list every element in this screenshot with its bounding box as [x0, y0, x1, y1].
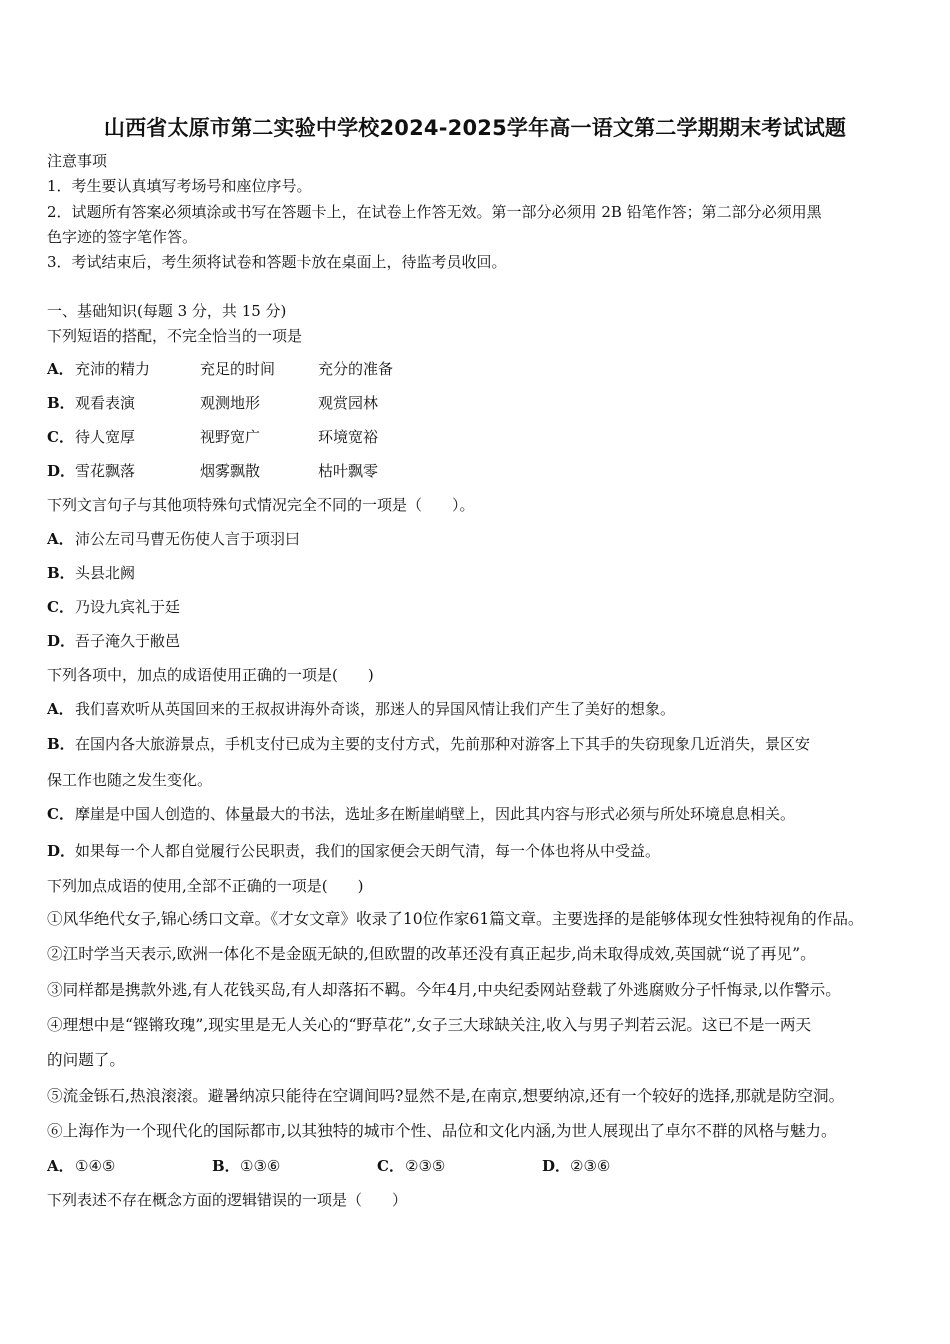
option-row: [47, 393, 75, 413]
option-text: 我们喜欢听从英国回来的王叔叔讲海外奇谈，那迷人的异国风情让我们产生了美好的想象。: [75, 700, 676, 718]
option-label: B．: [47, 735, 75, 753]
option-text: 沛公左司马曹无伤使人言于项羽曰: [75, 530, 301, 548]
option-row: [212, 1156, 280, 1176]
passage-line: ④理想中是“铿锵玫瑰”,现实里是无人关心的“野草花”,女子三大球缺关注,收入与男子判若云泥。这已不是一两天: [47, 1016, 812, 1034]
option-label: B．: [47, 394, 75, 412]
option-text: 充沛的精力: [75, 360, 151, 378]
option-text: 视野宽广: [200, 428, 261, 446]
option-row: [47, 597, 180, 617]
option-row: [47, 427, 75, 447]
option-text: ②③⑥: [570, 1157, 611, 1175]
option-text: 环境宽裕: [318, 428, 379, 446]
option-text: 观测地形: [200, 394, 261, 412]
option-label: A．: [47, 530, 74, 548]
option-label: C．: [47, 805, 74, 823]
option-text: 吾子淹久于敝邑: [75, 632, 181, 650]
option-row: [377, 1156, 445, 1176]
question-stem: 下列加点成语的使用,全部不正确的一项是( ): [47, 877, 364, 895]
option-label: D．: [47, 842, 76, 860]
option-text: 摩崖是中国人创造的、体量最大的书法，选址多在断崖峭壁上，因此其内容与形式必须与所处环境息息相关。: [75, 805, 796, 823]
option-label: C．: [377, 1157, 404, 1175]
option-label: B．: [47, 564, 75, 582]
option-text: ②③⑤: [405, 1157, 446, 1175]
option-label: D．: [47, 462, 76, 480]
option-row: [47, 631, 180, 651]
option-text: 雪花飘落: [75, 462, 136, 480]
passage-line: ③同样都是携款外逃,有人花钱买岛,有人却落拓不羁。今年4月,中央纪委网站登载了外逃腐败分子忏悔录,以作警示。: [47, 981, 841, 999]
option-text: 待人宽厚: [75, 428, 136, 446]
option-text: ①③⑥: [240, 1157, 281, 1175]
option-text: 如果每一个人都自觉履行公民职责，我们的国家便会天朗气清，每一个体也将从中受益。: [75, 842, 661, 860]
option-text: 观赏园林: [318, 394, 379, 412]
notice-item: 1．考生要认真填写考场号和座位序号。: [47, 177, 312, 195]
option-text: 烟雾飘散: [200, 462, 261, 480]
question-stem: 下列短语的搭配，不完全恰当的一项是: [47, 327, 303, 345]
option-continuation: 保工作也随之发生变化。: [47, 771, 213, 789]
option-text: ①④⑤: [75, 1157, 116, 1175]
question-stem: 下列表述不存在概念方面的逻辑错误的一项是（ ）: [47, 1191, 408, 1209]
page-title: 山西省太原市第二实验中学校2024-2025学年高一语文第二学期期末考试试题: [103, 116, 847, 140]
option-row: [47, 359, 75, 379]
option-row: [47, 699, 675, 719]
notice-heading: 注意事项: [47, 152, 108, 170]
passage-line: ②江时学当天表示,欧洲一体化不是金瓯无缺的,但欧盟的改革还没有真正起步,尚未取得成效,英国就“说了再见”。: [47, 945, 816, 963]
option-text: 乃设九宾礼于廷: [75, 598, 181, 616]
option-label: D．: [542, 1157, 571, 1175]
question-stem: 下列各项中，加点的成语使用正确的一项是( ): [47, 666, 374, 684]
option-text: 在国内各大旅游景点，手机支付已成为主要的支付方式，先前那种对游客上下其手的失窃现象几近消失，景区安: [75, 735, 811, 753]
option-row: [47, 1156, 115, 1176]
notice-item: 3．考试结束后，考生须将试卷和答题卡放在桌面上，待监考员收回。: [47, 253, 507, 271]
passage-line: ⑥上海作为一个现代化的国际都市,以其独特的城市个性、品位和文化内涵,为世人展现出了卓尔不群的风格与魅力。: [47, 1122, 837, 1140]
option-label: D．: [47, 632, 76, 650]
option-label: C．: [47, 428, 74, 446]
option-label: C．: [47, 598, 74, 616]
option-row: [47, 734, 810, 754]
option-row: [47, 529, 300, 549]
option-row: [47, 563, 135, 583]
notice-item: 2．试题所有答案必须填涂或书写在答题卡上，在试卷上作答无效。第一部分必须用 2B 铅笔作答；第二部分必须用黑: [47, 203, 822, 221]
question-stem: 下列文言句子与其他项特殊句式情况完全不同的一项是（ ）。: [47, 496, 475, 514]
notice-item: 色字迹的签字笔作答。: [47, 228, 198, 246]
option-text: 观看表演: [75, 394, 136, 412]
option-text: 头县北阙: [75, 564, 136, 582]
option-label: A．: [47, 700, 74, 718]
option-label: A．: [47, 360, 74, 378]
option-text: 充分的准备: [318, 360, 394, 378]
option-text: 枯叶飘零: [318, 462, 379, 480]
option-row: [47, 804, 795, 824]
passage-line: ①风华绝代女子,锦心绣口文章。《才女文章》收录了10位作家61篇文章。主要选择的是能够体现女性独特视角的作品。: [47, 910, 864, 928]
option-label: A．: [47, 1157, 74, 1175]
option-row: [47, 841, 660, 861]
option-row: [47, 461, 75, 481]
section-heading: 一、基础知识(每题 3 分，共 15 分): [47, 302, 287, 320]
option-label: B．: [212, 1157, 240, 1175]
option-text: 充足的时间: [200, 360, 276, 378]
option-row: [542, 1156, 610, 1176]
passage-line: 的问题了。: [47, 1051, 125, 1069]
passage-line: ⑤流金铄石,热浪滚滚。避暑纳凉只能待在空调间吗?显然不是,在南京,想要纳凉,还有一个较好的选择,那就是防空洞。: [47, 1087, 845, 1105]
